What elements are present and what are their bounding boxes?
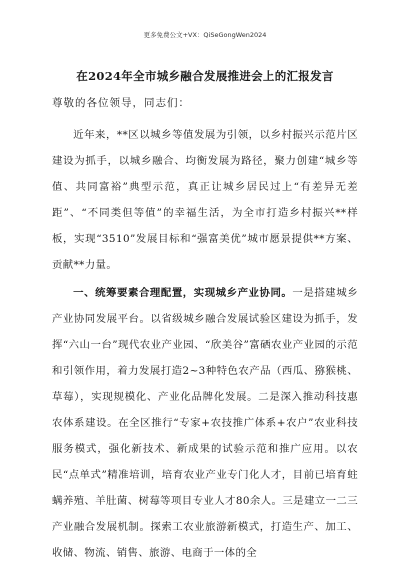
document-body xyxy=(52,122,358,566)
paragraph-section-1 xyxy=(52,280,358,566)
salutation: 尊敬的各位领导，同志们： xyxy=(52,97,190,109)
paragraph-intro-text: 近年来，**区以城乡等值发展为引领，以乡村振兴示范片区建设为抓手，以城乡融合、均衡发展为路径，聚力创建“城乡等值、共同富裕”典型示范，真正让城乡居民过上“有差异无差距”、“不同类但等值”的幸福生活，为全市打造乡村振兴**样板，实现“3510”发展目标和“强富美优”城市愿景提供**方案、贡献**力量。 xyxy=(52,129,358,271)
paragraph-intro xyxy=(52,122,358,278)
header-note: 更多免费公文+VX：QiSeGongWen2024 xyxy=(143,31,267,39)
document-title: 在2024年全市城乡融合发展推进会上的汇报发言 xyxy=(76,69,334,83)
section-1-text: 一是搭建城乡产业协同发展平台。以省级城乡融合发展试验区建设为抓手，发挥“六山一台”现代农业产业园、“欣美谷”富硒农业产业园的示范和引领作用，着力发展打造2~3种特色农产品（西瓜、猕猴桃、草莓），实现规模化、产业化品牌化发展。二是深入推动科技惠农体系建设。在全区推行“专家+农技推广体系+农户”农业科技服务模式，强化新技术、新成果的试验示范和推广应用。以农民“点单式”精准培训，培育农业产业专门化人才，目前已培育蛀螨养殖、羊肚菌、树莓等项目专业人才80余人。三是建立一二三产业融合发展机制。探索工农业旅游新模式，打造生产、加工、收储、物流、销售、旅游、电商于一体的全 xyxy=(52,287,359,559)
section-1-heading: 一、统筹要素合理配置，实现城乡产业协同。 xyxy=(73,287,293,299)
